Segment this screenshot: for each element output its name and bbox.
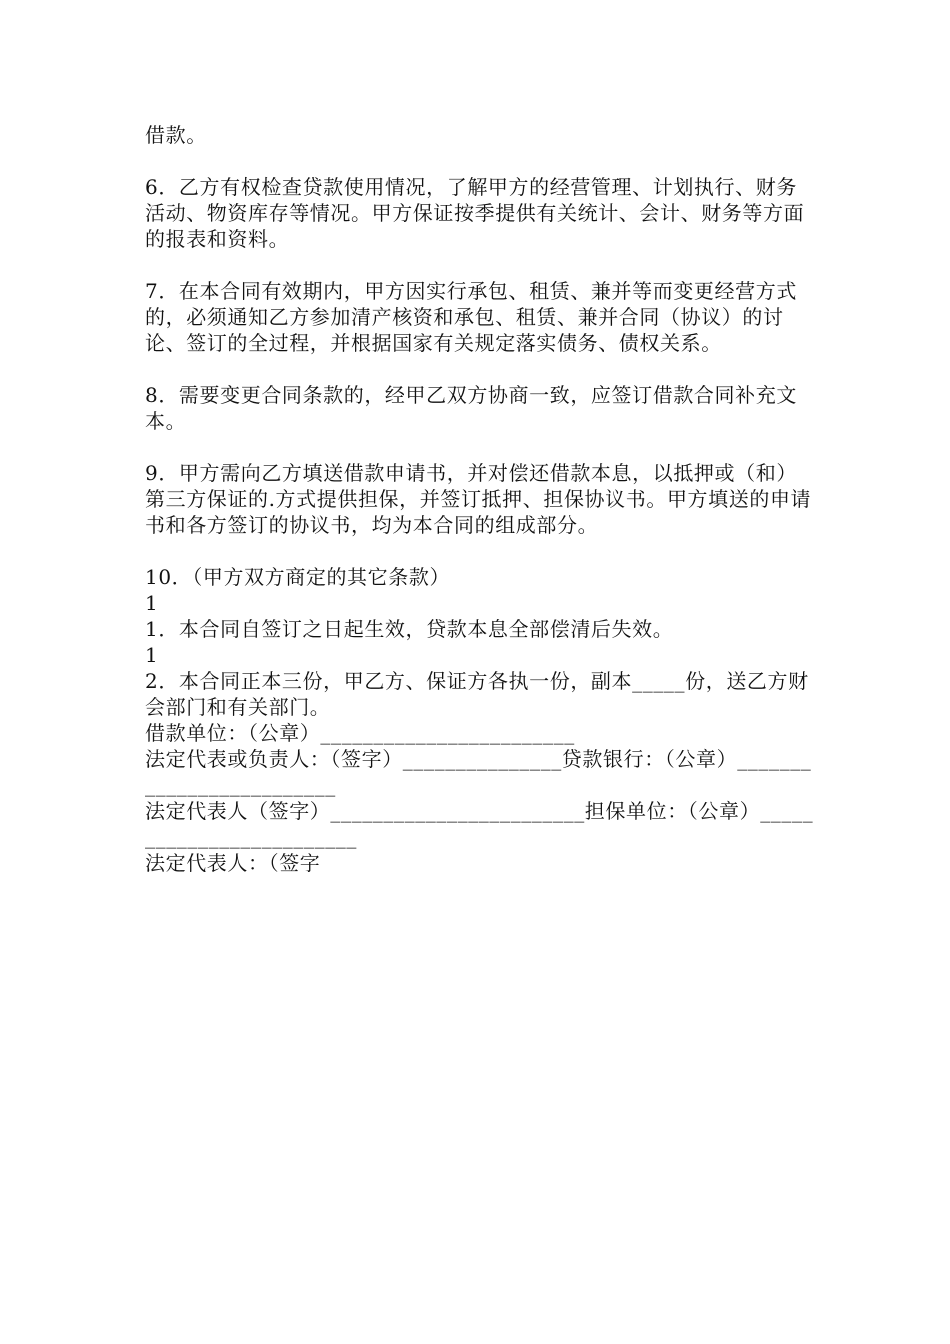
clause-7: 7．在本合同有效期内，甲方因实行承包、租赁、兼并等而变更经营方式的，必须通知乙方参加清产核资和承包、租赁、兼并合同（协议）的讨论、签订的全过程，并根据国家有关规定落实债务、债权关系。	[145, 279, 797, 355]
page-marker: 1	[145, 591, 159, 615]
clause-10-title: 10．（甲方双方商定的其它条款）	[145, 565, 451, 589]
signature-legal-rep-guarantor: 法定代表人（签字）________________________担保单位：（公章）_________________________	[145, 799, 814, 849]
clause-8: 8．需要变更合同条款的，经甲乙双方协商一致，应签订借款合同补充文本。	[145, 383, 797, 433]
signature-legal-rep-final: 法定代表人：（签字	[145, 851, 321, 875]
signature-legal-rep-bank: 法定代表或负责人：（签字）_______________贷款银行：（公章）_________________________	[145, 747, 812, 797]
signature-borrower: 借款单位：（公章）________________________	[145, 721, 575, 745]
clause-9: 9．甲方需向乙方填送借款申请书，并对偿还借款本息，以抵押或（和）第三方保证的.方式提供担保，并签订抵押、担保协议书。甲方填送的申请书和各方签订的协议书，均为本合同的组成部分。	[145, 461, 812, 537]
document-body	[145, 122, 815, 876]
clause-6: 6．乙方有权检查贷款使用情况，了解甲方的经营管理、计划执行、财务活动、物资库存等情况。甲方保证按季提供有关统计、会计、财务等方面的报表和资料。	[145, 175, 805, 251]
clause-effective: 1．本合同自签订之日起生效，贷款本息全部偿清后失效。	[145, 617, 674, 641]
page-marker: 1	[145, 643, 159, 667]
paragraph-continuation: 借款。	[145, 123, 207, 147]
clause-copies: 2．本合同正本三份，甲乙方、保证方各执一份，副本_____份，送乙方财会部门和有关部门。	[145, 669, 809, 719]
